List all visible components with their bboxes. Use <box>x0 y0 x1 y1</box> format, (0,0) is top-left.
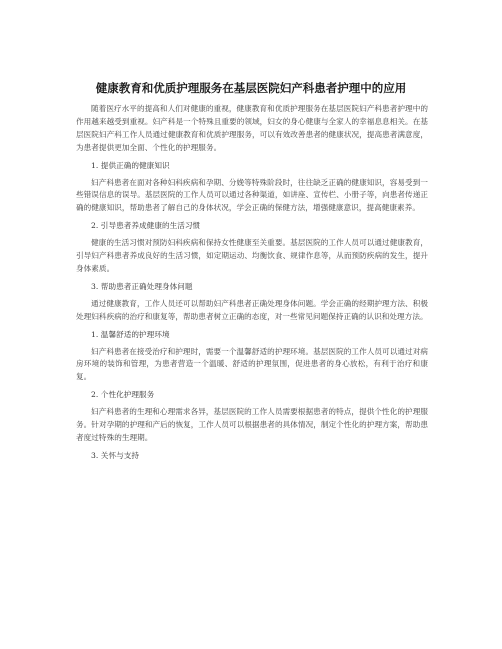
document-body <box>76 103 428 467</box>
section-heading: 1. 提供正确的健康知识 <box>91 160 170 170</box>
section-heading: 3. 关怀与支持 <box>91 450 140 460</box>
section-paragraph: 妇产科患者的生理和心理需求各异，基层医院的工作人员需要根据患者的特点，提供个性化的护理服务。针对孕期的护理和产后的恢复，工作人员可以根据患者的具体情况，制定个性化的护理方案，帮助患者度过特殊的生理期。 <box>76 407 428 442</box>
section-heading: 2. 引导患者养成健康的生活习惯 <box>91 221 201 231</box>
section-paragraph: 妇产科患者在接受治疗和护理时，需要一个温馨舒适的护理环境。基层医院的工作人员可以通过对病房环境的装饰和管理，为患者营造一个温暖、舒适的护理氛围，促进患者的身心放松，有利于治疗和康复。 <box>76 346 428 382</box>
intro-paragraph: 随着医疗水平的提高和人们对健康的重视，健康教育和优质护理服务在基层医院妇产科患者护理中的作用越来越受到重视。妇产科是一个特殊且重要的领域，妇女的身心健康与全家人的幸福息息相关。在基层医院妇产科工作人员通过健康教育和优质护理服务，可以有效改善患者的健康状况，提高患者满意度，为患者提供更加全面、个性化的护理服务。 <box>76 104 428 152</box>
section-paragraph: 通过健康教育，工作人员还可以帮助妇产科患者正确处理身体问题。学会正确的经期护理方法、积极处理妇科疾病的治疗和康复等，帮助患者树立正确的态度，对一些常见问题保持正确的认识和处理方法。 <box>76 298 428 321</box>
section-heading: 1. 温馨舒适的护理环境 <box>91 329 170 339</box>
section-paragraph: 妇产科患者在面对各种妇科疾病和孕期、分娩等特殊阶段时，往往缺乏正确的健康知识，容易受到一些错误信息的误导。基层医院的工作人员可以通过各种渠道，如讲座、宣传栏、小册子等，向患者传递正确的健康知识，帮助患者了解自己的身体状况，学会正确的保健方法，增强健康意识，提高健康素养。 <box>76 177 428 213</box>
section-heading: 2. 个性化护理服务 <box>91 390 155 400</box>
document-title: 健康教育和优质护理服务在基层医院妇产科患者护理中的应用 <box>95 81 407 95</box>
section-heading: 3. 帮助患者正确处理身体问题 <box>91 281 193 291</box>
section-paragraph: 健康的生活习惯对预防妇科疾病和保持女性健康至关重要。基层医院的工作人员可以通过健康教育，引导妇产科患者养成良好的生活习惯，如定期运动、均衡饮食、规律作息等，从而预防疾病的发生，提升身体素质。 <box>76 238 428 273</box>
